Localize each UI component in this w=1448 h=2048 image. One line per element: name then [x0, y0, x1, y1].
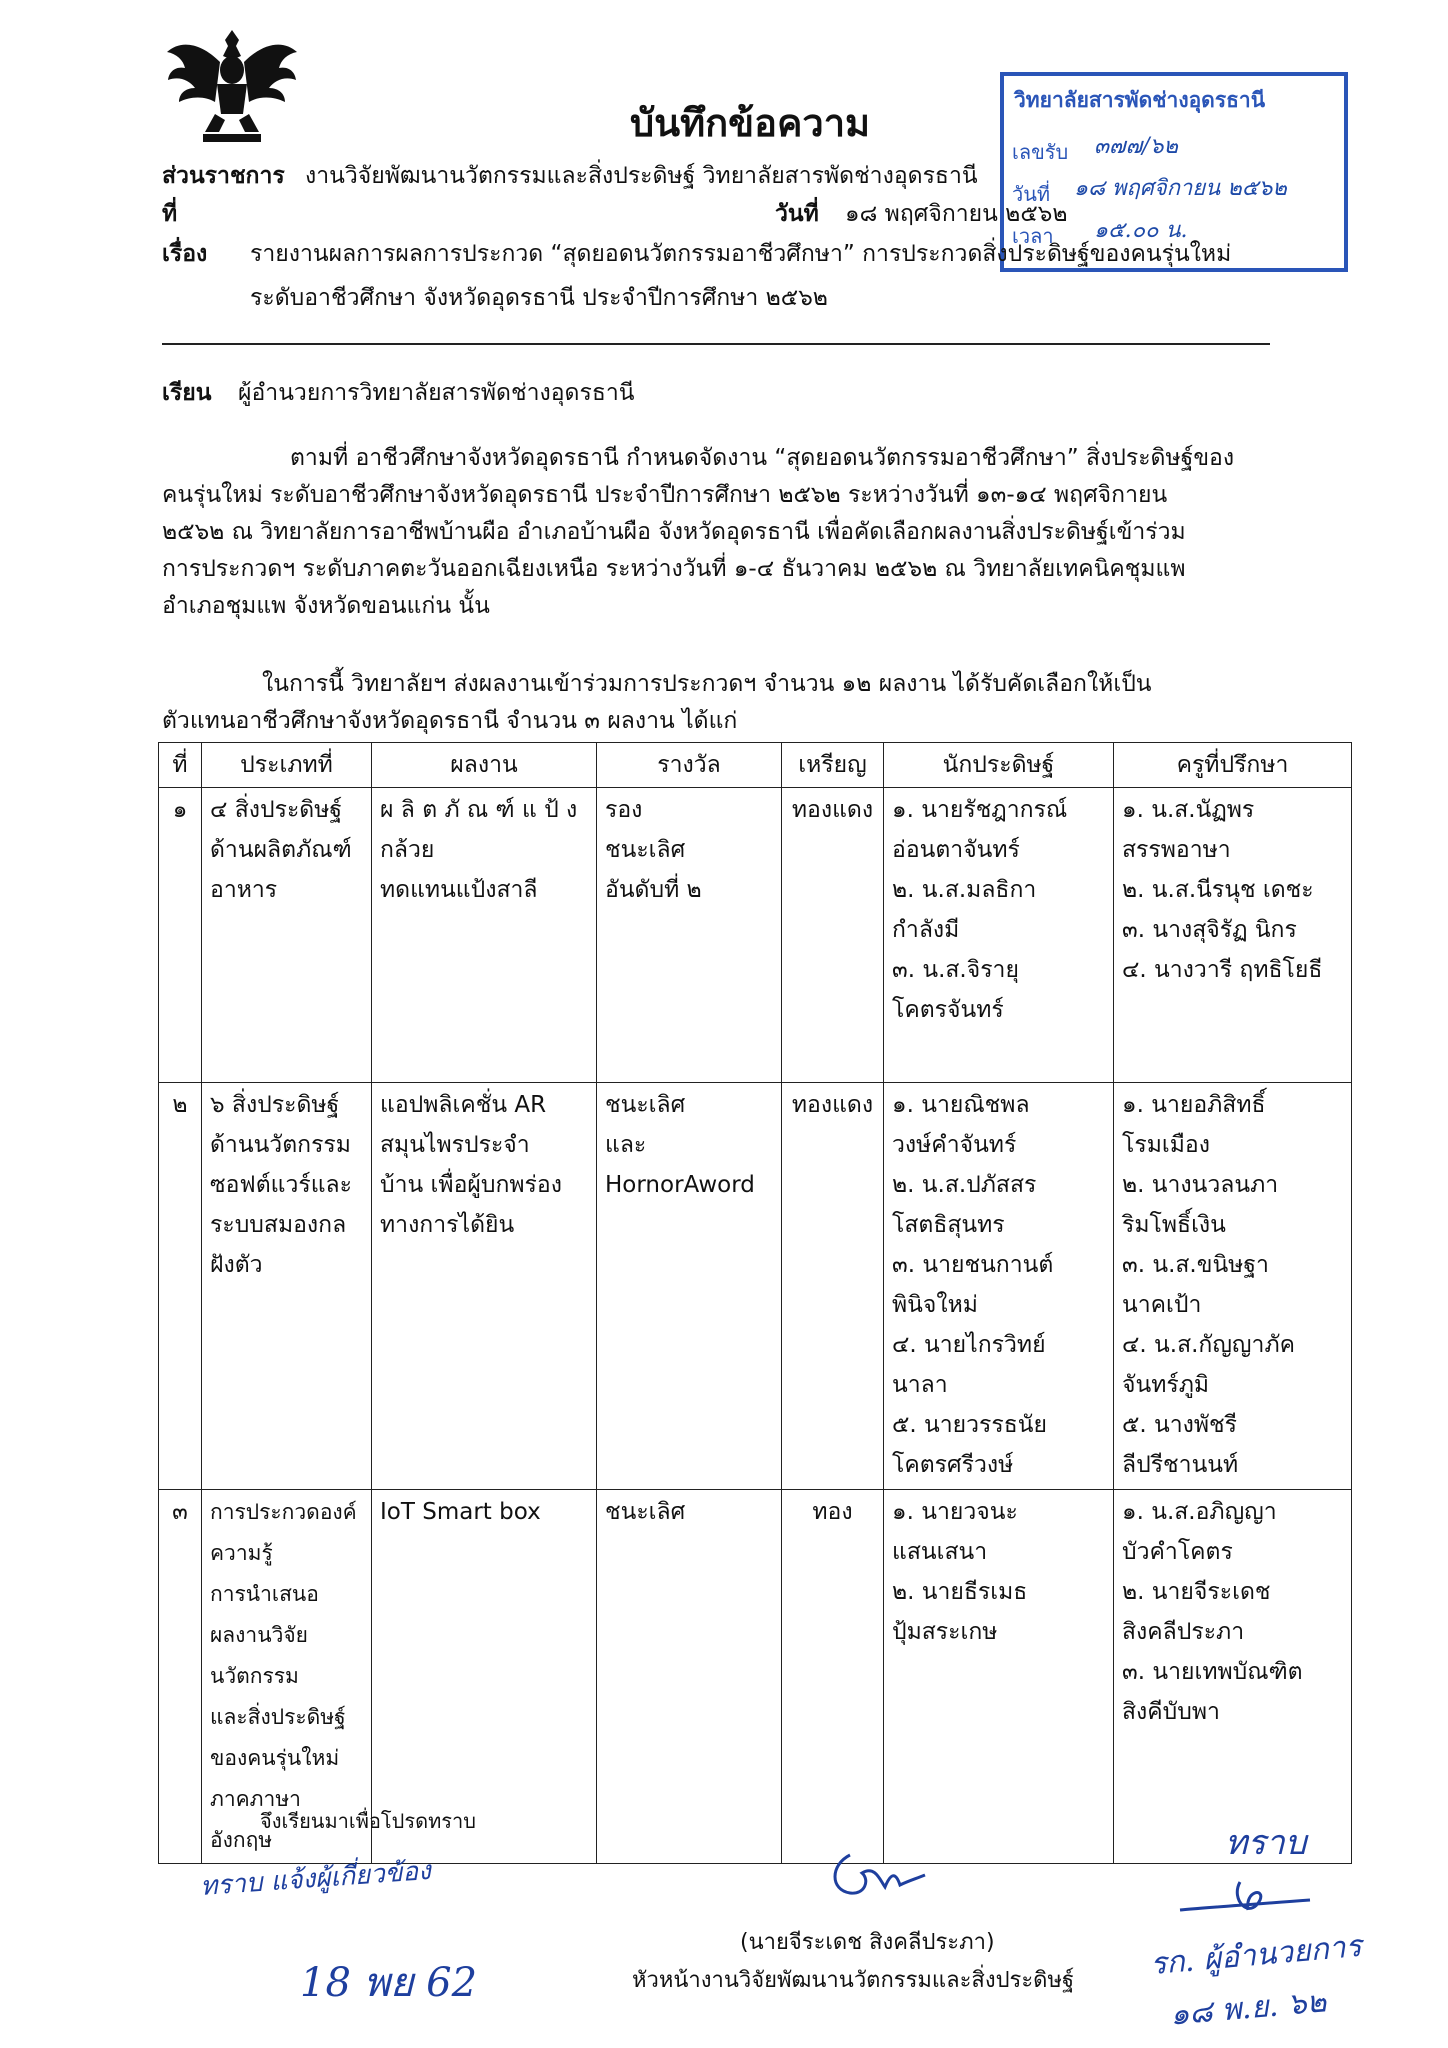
cell-line: ๕. นางพัชรี: [1122, 1412, 1238, 1438]
cell-advisors: [1114, 788, 1352, 1083]
subject-label: เรื่อง: [162, 241, 208, 267]
to-value: ผู้อำนวยการวิทยาลัยสารพัดช่างอุดรธานี: [238, 380, 635, 406]
cell-line: กล้วย: [380, 837, 435, 863]
cell-medal: ทองแดง: [782, 788, 884, 1083]
cell-line: และสิ่งประดิษฐ์: [210, 1705, 346, 1729]
cell-line: ๓. นายชนกานต์: [892, 1252, 1054, 1278]
cell-type: [202, 788, 372, 1083]
cell-line: ด้านผลิตภัณฑ์: [210, 837, 352, 863]
cell-inventors: [884, 1083, 1114, 1490]
cell-line: ๒. นายธีรเมธ: [892, 1579, 1028, 1605]
cell-line: ผลงานวิจัย: [210, 1623, 308, 1647]
paragraph-2-line: ในการนี้ วิทยาลัยฯ ส่งผลงานเข้าร่วมการประกวดฯ จำนวน ๑๒ ผลงาน ได้รับคัดเลือกให้เป็น: [262, 671, 1152, 697]
paragraph-1-line: อำเภอชุมแพ จังหวัดขอนแก่น นั้น: [162, 593, 490, 619]
right-handwritten-note-line-1: ทราบ: [1225, 1823, 1307, 1863]
cell-line: โรมเมือง: [1122, 1132, 1210, 1158]
document-title: บันทึกข้อความ: [630, 101, 871, 145]
cell-line: ด้านนวัตกรรม: [210, 1132, 351, 1158]
cell-line: การนำเสนอ: [210, 1582, 319, 1606]
header-award: รางวัล: [597, 743, 782, 788]
cell-line: ๒. น.ส.ปภัสสร: [892, 1172, 1037, 1198]
header-divider: [162, 343, 1270, 345]
cell-line: ทดแทนแป้งสาลี: [380, 877, 538, 903]
to-label: เรียน: [162, 380, 212, 406]
stamp-recv-value: ๓๗๗/๖๒: [1094, 134, 1179, 159]
cell-line: โคตรจันทร์: [892, 997, 1004, 1023]
cell-line: ๑. นายณิชพล: [892, 1092, 1030, 1118]
cell-line: ๖ สิ่งประดิษฐ์: [210, 1092, 340, 1118]
cell-line: ๕. นายวรรธนัย: [892, 1412, 1048, 1438]
signer-position: หัวหน้างานวิจัยพัฒนานวัตกรรมและสิ่งประดิษฐ์: [632, 1968, 1075, 1993]
section-label: ส่วนราชการ: [162, 163, 285, 189]
paragraph-1-line: ตามที่ อาชีวศึกษาจังหวัดอุดรธานี กำหนดจัดงาน “สุดยอดนวัตกรรมอาชีวศึกษา” สิ่งประดิษฐ์ของ: [290, 445, 1235, 471]
cell-line: ๓. น.ส.จิรายุ: [892, 957, 1019, 983]
cell-line: แสนเสนา: [892, 1539, 988, 1565]
cell-line: ลีปรีชานนท์: [1122, 1452, 1239, 1478]
approver-signature-mark: [1170, 1870, 1320, 1930]
date-value: ๑๘ พฤศจิกายน ๒๕๖๒: [845, 201, 1068, 227]
left-handwritten-note-line-1: ทราบ แจ้งผู้เกี่ยวข้อง: [199, 1855, 432, 1903]
cell-line: ๒. น.ส.มลธิกา: [892, 877, 1037, 903]
cell-line: บัวคำโคตร: [1122, 1539, 1233, 1565]
header-inventors: นักประดิษฐ์: [884, 743, 1114, 788]
cell-line: ๑. น.ส.อภิญญา: [1122, 1499, 1277, 1525]
cell-no: ๒: [159, 1083, 202, 1490]
cell-line: ชนะเลิศ: [605, 1092, 686, 1118]
cell-line: HornorAword: [605, 1172, 755, 1198]
cell-line: ๓. นายเทพบัณฑิต: [1122, 1659, 1303, 1685]
cell-medal: ทองแดง: [782, 1083, 884, 1490]
paragraph-1-line: การประกวดฯ ระดับภาคตะวันออกเฉียงเหนือ ระหว่างวันที่ ๑-๔ ธันวาคม ๒๕๖๒ ณ วิทยาลัยเทคนิคชุมแพ: [162, 556, 1186, 582]
table-header-row: [159, 743, 1352, 788]
section-value: งานวิจัยพัฒนานวัตกรรมและสิ่งประดิษฐ์ วิทยาลัยสารพัดช่างอุดรธานี: [305, 163, 978, 189]
paragraph-1: [162, 440, 1270, 625]
right-handwritten-note-line-2: รก. ผู้อำนวยการ: [1148, 1928, 1363, 1983]
cell-line: ๑. นายอภิสิทธิ์: [1122, 1092, 1266, 1118]
cell-line: โสตธิสุนทร: [892, 1212, 1005, 1238]
header-work: ผลงาน: [372, 743, 597, 788]
cell-line: นาลา: [892, 1372, 948, 1398]
cell-line: นาคเป้า: [1122, 1292, 1202, 1318]
cell-line: ๑. นายวจนะ: [892, 1499, 1018, 1525]
cell-line: นวัตกรรม: [210, 1664, 299, 1688]
cell-line: ฝังตัว: [210, 1252, 263, 1278]
cell-line: ปุ้มสระเกษ: [892, 1619, 998, 1645]
cell-line: การประกวดองค์: [210, 1500, 357, 1524]
cell-work: [372, 1083, 597, 1490]
cell-line: พินิจใหม่: [892, 1292, 978, 1318]
cell-line: ๒. นางนวลนภา: [1122, 1172, 1279, 1198]
paragraph-1-line: ๒๕๖๒ ณ วิทยาลัยการอาชีพบ้านผือ อำเภอบ้านผือ จังหวัดอุดรธานี เพื่อคัดเลือกผลงานสิ่งประดิษฐ์เข้าร่วม: [162, 519, 1186, 545]
cell-line: ของคนรุ่นใหม่: [210, 1746, 340, 1770]
stamp-time-value: ๑๕.๐๐ น.: [1094, 218, 1188, 243]
cell-line: สมุนไพรประจำ: [380, 1132, 530, 1158]
header-advisors: ครูที่ปรึกษา: [1114, 743, 1352, 788]
header-medal: เหรียญ: [782, 743, 884, 788]
cell-line: และ: [605, 1132, 647, 1158]
cell-line: ๔. น.ส.กัญญาภัค: [1122, 1332, 1295, 1358]
cell-line: ภาคภาษาอังกฤษ: [210, 1787, 301, 1852]
cell-line: ๒. นายจีระเดช: [1122, 1579, 1271, 1605]
cell-line: ๓. นางสุจิรัฏ นิกร: [1122, 917, 1297, 943]
cell-line: โคตรศรีวงษ์: [892, 1452, 1014, 1478]
cell-line: จันทร์ภูมิ: [1122, 1372, 1210, 1398]
cell-line: ชนะเลิศ: [605, 1499, 686, 1525]
paragraph-2-line: ตัวแทนอาชีวศึกษาจังหวัดอุดรธานี จำนวน ๓ ผลงาน ได้แก่: [162, 708, 738, 734]
cell-line: ๓. น.ส.ขนิษฐา: [1122, 1252, 1269, 1278]
garuda-emblem: [165, 22, 300, 147]
cell-line: กำลังมี: [892, 917, 960, 943]
cell-line: วงษ์คำจันทร์: [892, 1132, 1017, 1158]
signer-name: (นายจีระเดช สิงคลีประภา): [740, 1930, 995, 1955]
cell-line: ๔. นายไกรวิทย์: [892, 1332, 1046, 1358]
left-handwritten-note-line-2: 18 พย 62: [300, 1960, 478, 2006]
cell-line: IoT Smart box: [380, 1499, 541, 1525]
paragraph-2: [162, 666, 1270, 740]
cell-line: ๑. นายรัชฎากรณ์: [892, 797, 1068, 823]
stamp-title: วิทยาลัยสารพัดช่างอุดรธานี: [1014, 88, 1266, 112]
cell-line: อ่อนตาจันทร์: [892, 837, 1020, 863]
table-row: [159, 788, 1352, 1083]
cell-line: ริมโพธิ์เงิน: [1122, 1212, 1226, 1238]
cell-work: [372, 788, 597, 1083]
cell-line: ทางการได้ยิน: [380, 1212, 515, 1238]
closing-text: จึงเรียนมาเพื่อโปรดทราบ: [260, 1809, 476, 1833]
awards-table: [158, 742, 1352, 1864]
cell-line: ๒. น.ส.นีรนุช เดชะ: [1122, 877, 1314, 903]
subject-line-1: รายงานผลการผลการประกวด “สุดยอดนวัตกรรมอาชีวศึกษา” การประกวดสิ่งประดิษฐ์ของคนรุ่นใหม่: [250, 241, 1232, 267]
cell-advisors: [1114, 1083, 1352, 1490]
cell-advisors: [1114, 1490, 1352, 1864]
cell-type: [202, 1083, 372, 1490]
table-row: [159, 1083, 1352, 1490]
header-type: ประเภทที่: [202, 743, 372, 788]
cell-line: ความรู้: [210, 1541, 273, 1565]
stamp-date-value: ๑๘ พฤศจิกายน ๒๕๖๒: [1074, 176, 1287, 201]
cell-line: สิงคีบับพา: [1122, 1699, 1220, 1725]
stamp-time-label: เวลา: [1012, 224, 1054, 248]
cell-award: [597, 1490, 782, 1864]
paragraph-1-line: คนรุ่นใหม่ ระดับอาชีวศึกษาจังหวัดอุดรธานี ประจำปีการศึกษา ๒๕๖๒ ระหว่างวันที่ ๑๓-๑๔ พฤศจิกายน: [162, 482, 1168, 508]
cell-inventors: [884, 788, 1114, 1083]
cell-line: ผ ลิ ต ภั ณ ฑ์ แ ป้ ง: [380, 797, 578, 823]
cell-award: [597, 1083, 782, 1490]
header-no: ที่: [159, 743, 202, 788]
stamp-date-label: วันที่: [1012, 182, 1051, 206]
cell-line: อันดับที่ ๒: [605, 877, 702, 903]
subject-line-2: ระดับอาชีวศึกษา จังหวัดอุดรธานี ประจำปีการศึกษา ๒๕๖๒: [250, 285, 828, 311]
cell-line: สิงคลีประภา: [1122, 1619, 1245, 1645]
cell-line: ระบบสมองกล: [210, 1212, 347, 1238]
cell-line: สรรพอาษา: [1122, 837, 1231, 863]
cell-line: รอง: [605, 797, 643, 823]
cell-line: ๑. น.ส.นัฏพร: [1122, 797, 1255, 823]
cell-line: ซอฟต์แวร์และ: [210, 1172, 353, 1198]
cell-line: ชนะเลิศ: [605, 837, 686, 863]
cell-line: อาหาร: [210, 877, 278, 903]
signature-mark: [820, 1845, 930, 1905]
cell-line: แอปพลิเคชั่น AR: [380, 1092, 547, 1118]
cell-no: ๓: [159, 1490, 202, 1864]
right-handwritten-note-line-3: ๑๘ พ.ย. ๖๒: [1168, 1984, 1328, 2033]
stamp-recv-label: เลขรับ: [1012, 140, 1069, 164]
cell-award: [597, 788, 782, 1083]
cell-inventors: [884, 1490, 1114, 1864]
cell-medal: ทอง: [782, 1490, 884, 1864]
cell-line: ๔ สิ่งประดิษฐ์: [210, 797, 343, 823]
cell-line: ๔. นางวารี ฤทธิโยธี: [1122, 957, 1323, 983]
cell-line: บ้าน เพื่อผู้บกพร่อง: [380, 1172, 562, 1198]
number-label: ที่: [162, 201, 178, 227]
date-label: วันที่: [775, 201, 819, 227]
cell-no: ๑: [159, 788, 202, 1083]
